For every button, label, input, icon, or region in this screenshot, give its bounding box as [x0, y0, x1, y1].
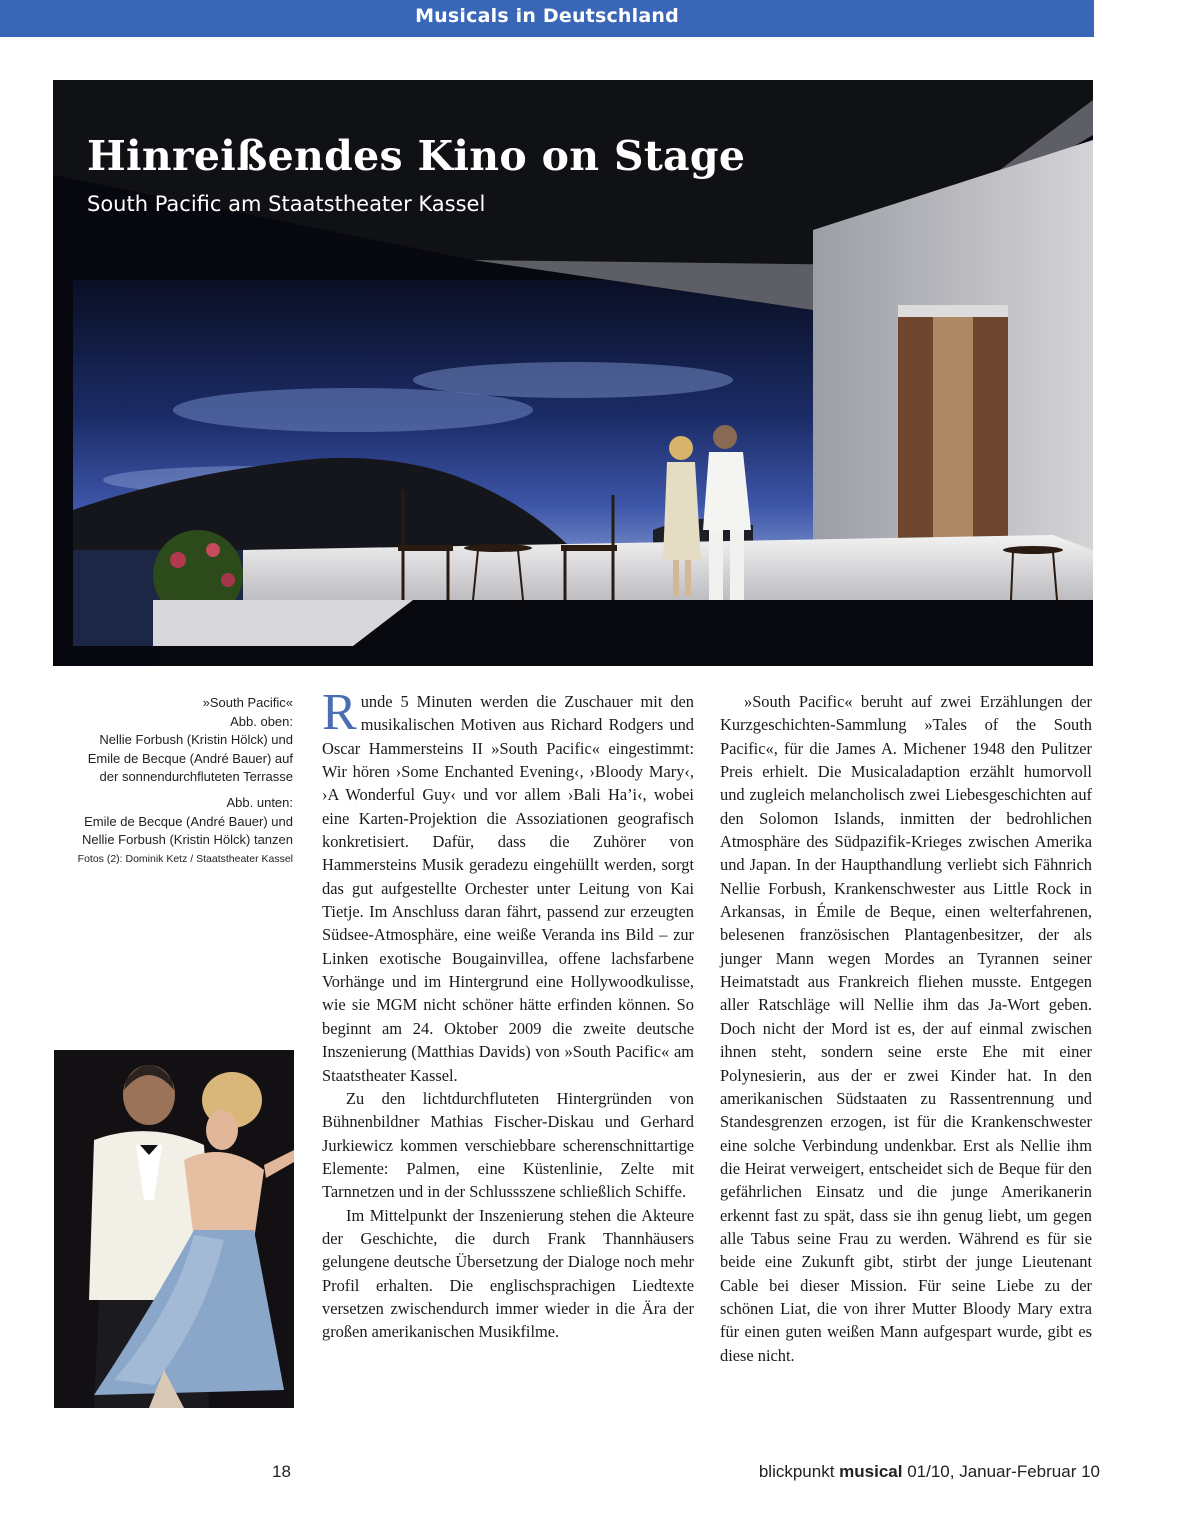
caption-line: Abb. unten:: [226, 795, 293, 810]
caption-line: Nellie Forbush (Kristin Hölck) tanzen: [82, 832, 293, 847]
paragraph: unde 5 Minuten werden die Zuschauer mit den musikalischen Motiven aus Richard Rodgers und Oscar Hammersteins II »South Pacific« eingestimmt: Wir hören ›Some Enchanted Evening‹, ›Bloody Mary‹, ›A Wonderful Guy‹ und vor allem ›Bali Ha’i‹, wobei eine Karten-Projektion die Assoziationen geografisch konkretisiert. Dafür, dass die Zuhörer von Hammersteins Musik geradezu eingehüllt werden, sorgt das gut aufgestellte Orchester unter Leitung von Kai Tietje. Im Anschluss daran fährt, passend zur erzeugten Südsee-Atmosphäre, eine weiße Veranda ins Bild – zur Linken exotische Bougainvillea, offene lachsfarbene Vorhänge und im Hintergrund eine Hollywoodkulisse, wie sie MGM nicht schöner hätte erfinden können. So beginnt am 24. Oktober 2009 die zweite deutsche Inszenierung (Matthias Davids) von »South Pacific« am Staatstheater Kassel.: [322, 692, 694, 1085]
paragraph: Zu den lichtdurchfluteten Hintergründen von Bühnenbildner Mathias Fischer-Diskau und Gerhard Jurkiewicz kommen verschiebbare scherenschnittartige Elemente: Palmen, eine Küstenlinie, Zelte mit Tarnnetzen und in der Schlussszene schließlich Schiffe.: [322, 1088, 694, 1202]
article-title: Hinreißendes Kino on Stage: [87, 132, 746, 180]
article-column-2: [720, 690, 1092, 1367]
caption-line: »South Pacific«: [202, 695, 293, 710]
dance-photo: [54, 1050, 294, 1408]
photo-credit: Fotos (2): Dominik Ketz / Staatstheater Kassel: [77, 852, 293, 865]
caption-line: Emile de Becque (André Bauer) und: [84, 813, 293, 829]
issue-info: 01/10, Januar-Februar 10: [902, 1462, 1100, 1481]
paragraph: »South Pacific« beruht auf zwei Erzählungen der Kurzgeschichten-Sammlung »Tales of the South Pacific«, für die James A. Michener 1948 den Pulitzer Preis erhielt. Die Musicaladaption erzählt humorvoll und zugleich melancholisch zwei Liebesgeschichten auf den Solomon Islands, inmitten der bedrohlichen Atmosphäre des Südpazifik-Krieges zwischen Amerika und Japan. In der Haupthandlung verliebt sich Fähnrich Nellie Forbush, Krankenschwester aus Little Rock in Arkansas, in Émile de Beque, einen welterfahrenen, belesenen französischen Plantagenbesitzer, der als junger Mann wegen Mordes an Tyrannen seiner Heimatstadt aus Frankreich fliehen musste. Entgegen aller Ratschläge will Nellie ihm das Ja-Wort geben. Doch nicht der Mord ist es, der auf einmal zwischen ihnen steht, sondern seine erste Ehe mit einer Polynesierin, aus der er zwei Kinder hat. In den amerikanischen Südstaaten zu Rassentrennung und Standesgrenzen erzogen, ist für die Krankenschwester eine solche Verbindung undenkbar. Erst als Nellie ihm die Heirat verweigert, entscheidet sich de Beque für den gefährlichen Einsatz und die junge Amerikanerin erkennt fast zu spät, dass sie ihn genug liebt, um gegen alle Tabus seine Frau zu werden. Während es für sie beide eine Zukunft gibt, stirbt der junge Lieutenant Cable bei dieser Mission. Für seine Liebe zu der schönen Liat, die von ihrer Mutter Bloody Mary extra für einen guten weißen Mann aufgespart wurde, gibt es diese nicht.: [720, 692, 1092, 1365]
caption-line: Emile de Becque (André Bauer) auf: [87, 750, 293, 766]
hero-stage-photo: [53, 80, 1093, 666]
article-column-1: [322, 684, 694, 1344]
magazine-name-bold: musical: [839, 1462, 903, 1481]
caption-line: der sonnendurchfluteten Terrasse: [99, 769, 293, 784]
drop-cap: R: [322, 684, 357, 741]
magazine-footer: [759, 1462, 1100, 1482]
caption-line: Abb. oben:: [230, 713, 293, 729]
magazine-name-prefix: blickpunkt: [758, 1462, 840, 1481]
article-subtitle: South Pacific am Staatstheater Kassel: [87, 192, 486, 216]
photo-caption-top: [48, 694, 293, 787]
dancing-couple-illustration: [54, 1050, 294, 1408]
photo-caption-bottom: [48, 794, 293, 868]
paragraph: Im Mittelpunkt der Inszenierung stehen die Akteure der Geschichte, die durch Frank Thannhäusers gelungene deutsche Übersetzung der Dialoge noch mehr Profil erhalten. Die englischsprachigen Liedtexte versetzen zwischendurch immer wieder in die Ära der großen amerikanischen Musikfilme.: [322, 1205, 694, 1342]
page-number: 18: [272, 1462, 291, 1481]
section-title: Musicals in Deutschland: [415, 5, 679, 27]
caption-line: Nellie Forbush (Kristin Hölck) und: [99, 732, 293, 747]
